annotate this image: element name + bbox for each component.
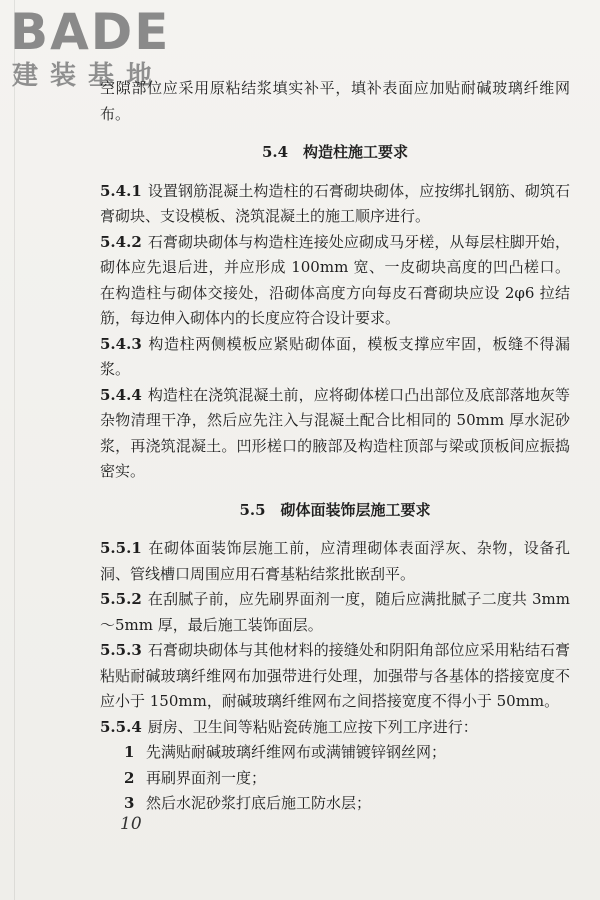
clause [100, 332, 570, 383]
logo-subtitle: 建装基地 [12, 61, 165, 91]
list-item [100, 740, 570, 766]
list-item [100, 766, 570, 792]
section-heading-5-4: 5.4 构造柱施工要求 [261, 143, 409, 161]
clause [100, 230, 570, 332]
clause [100, 383, 570, 485]
clause-text: 石膏砌块砌体与构造柱连接处应砌成马牙槎，从每层柱脚开始，砌体应先退后进，并应形成 100mm 宽、一皮砌块高度的凹凸槎口。在构造柱与砌体交接处，沿砌体高度方向每皮石膏砌块应设 2φ6 拉结筋，每边伸入砌体内的长度应符合设计要求。 [100, 232, 570, 327]
clause-number: 5.5.1 [100, 539, 142, 557]
page-number: 10 [120, 814, 142, 834]
clause-number: 5.5.2 [100, 590, 142, 608]
list-item-number: 1 [124, 743, 135, 761]
intro-paragraph: 空隙部位应采用原粘结浆填实补平，填补表面应加贴耐碱玻璃纤维网布。 [100, 79, 570, 123]
clause-text: 石膏砌块砌体与其他材料的接缝处和阴阳角部位应采用粘结石膏粘贴耐碱玻璃纤维网布加强带进行处理，加强带与各基体的搭接宽度不应小于 150mm，耐碱玻璃纤维网布之间搭接宽度不得小于 50mm。 [100, 641, 570, 710]
clause [100, 638, 570, 715]
section-heading-5-5: 5.5 砌体面装饰层施工要求 [239, 500, 431, 519]
list-item-number: 2 [124, 768, 135, 787]
list-item-text: 再刷界面剂一度； [146, 768, 267, 787]
body-text [100, 76, 570, 817]
list-item-text: 然后水泥砂浆打底后施工防水层； [146, 794, 372, 812]
clause-number: 5.4.1 [100, 181, 142, 200]
clause [100, 179, 570, 230]
logo-wordmark: BADE [10, 3, 171, 61]
clause-number: 5.4.4 [100, 385, 142, 404]
list-item [100, 791, 570, 817]
list-item-text: 先满贴耐碱玻璃纤维网布或满铺镀锌钢丝网； [146, 743, 447, 761]
clause-text: 设置钢筋混凝土构造柱的石膏砌块砌体，应按绑扎钢筋、砌筑石膏砌块、支设模板、浇筑混凝土的施工顺序进行。 [100, 181, 570, 225]
clause-text: 在刮腻子前，应先刷界面剂一度，随后应满批腻子二度共 3mm～5mm 厚，最后施工装饰面层。 [100, 590, 570, 634]
clause-number: 5.4.3 [100, 334, 142, 353]
clause [100, 715, 570, 741]
clause [100, 536, 570, 587]
clause [100, 587, 570, 638]
clause-number: 5.5.3 [100, 641, 142, 659]
clause-number: 5.5.4 [100, 717, 142, 736]
clause-text: 构造柱两侧模板应紧贴砌体面，模板支撑应牢固，板缝不得漏浆。 [100, 334, 570, 378]
page-fold-line [14, 0, 15, 900]
clause-text: 构造柱在浇筑混凝土前，应将砌体槎口凸出部位及底部落地灰等杂物清理干净，然后应先注入与混凝土配合比相同的 50mm 厚水泥砂浆，再浇筑混凝土。凹形槎口的腋部及构造柱顶部与梁或顶板间应振捣密实。 [100, 385, 570, 480]
clause-text: 在砌体面装饰层施工前，应清理砌体表面浮灰、杂物，设备孔洞、管线槽口周围应用石膏基粘结浆批嵌刮平。 [100, 539, 570, 583]
clause-text: 厨房、卫生间等粘贴瓷砖施工应按下列工序进行： [147, 717, 478, 736]
clause-number: 5.4.2 [100, 232, 142, 251]
list-item-number: 3 [124, 794, 135, 812]
